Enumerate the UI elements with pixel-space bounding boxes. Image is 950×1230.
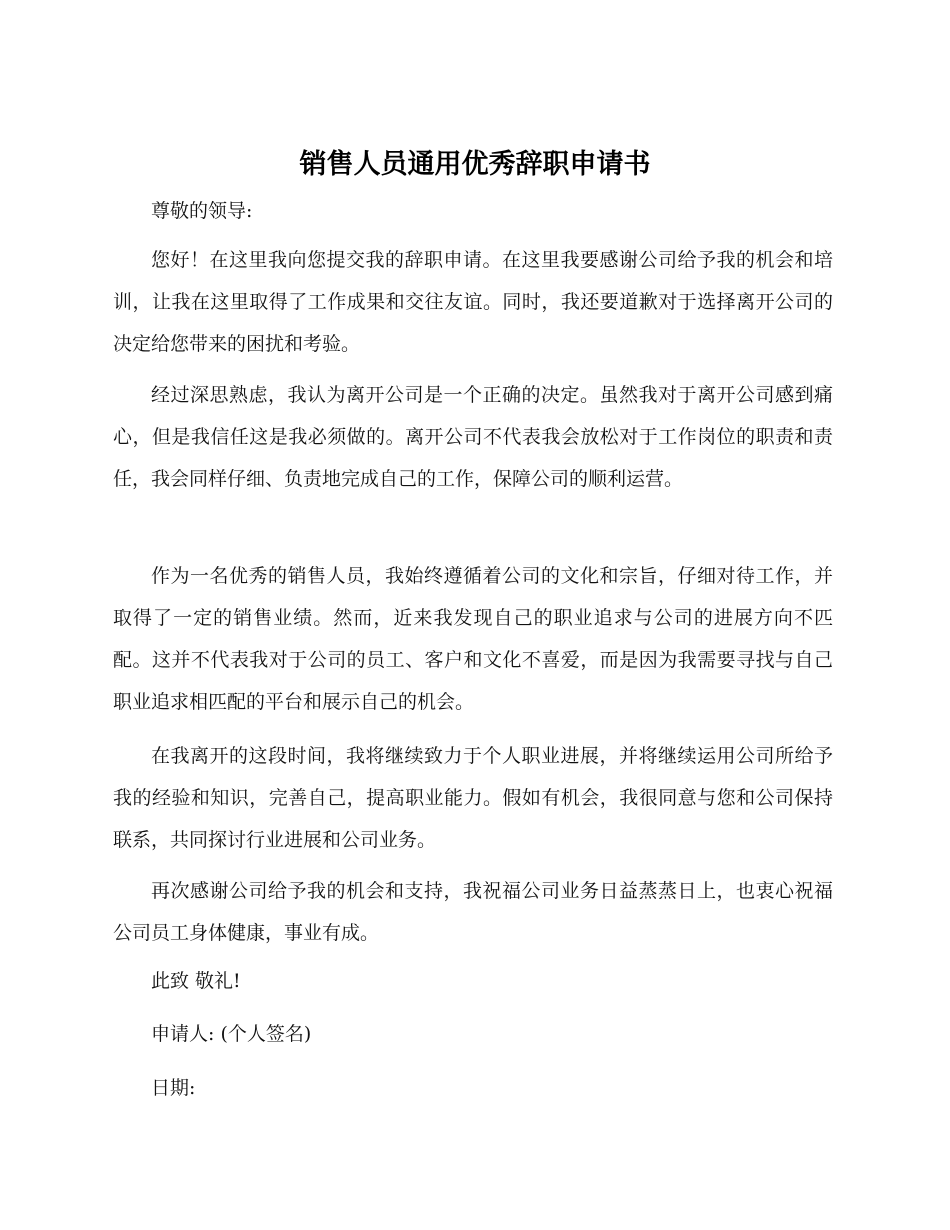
paragraph-5: 再次感谢公司给予我的机会和支持，我祝福公司业务日益蒸蒸日上，也衷心祝福公司员工身体健康，事业有成。 bbox=[113, 880, 833, 944]
applicant-signature-line: 申请人: (个人签名) bbox=[151, 1023, 312, 1045]
applicant-block bbox=[113, 1013, 833, 1055]
paragraph-4: 在我离开的这段时间，我将继续致力于个人职业进展，并将继续运用公司所给予我的经验和知识，完善自己，提高职业能力。假如有机会，我很同意与您和公司保持联系，共同探讨行业进展和公司业务。 bbox=[113, 745, 833, 851]
date-block bbox=[113, 1067, 833, 1109]
paragraph-block-4 bbox=[113, 735, 833, 861]
date-line: 日期: bbox=[151, 1077, 196, 1099]
paragraph-block-2 bbox=[113, 374, 833, 500]
document-title: 销售人员通用优秀辞职申请书 bbox=[299, 149, 651, 180]
paragraph-block-5 bbox=[113, 870, 833, 954]
closing-text: 此致 敬礼! bbox=[151, 970, 241, 992]
paragraph-1: 您好！在这里我向您提交我的辞职申请。在这里我要感谢公司给予我的机会和培训，让我在这里取得了工作成果和交往友谊。同时，我还要道歉对于选择离开公司的决定给您带来的困扰和考验。 bbox=[113, 249, 833, 355]
paragraph-block-3 bbox=[113, 555, 833, 723]
closing-block bbox=[113, 960, 833, 1002]
salutation-block bbox=[113, 190, 833, 232]
paragraph-block-1 bbox=[113, 239, 833, 365]
paragraph-3: 作为一名优秀的销售人员，我始终遵循着公司的文化和宗旨，仔细对待工作，并取得了一定的销售业绩。然而，近来我发现自己的职业追求与公司的进展方向不匹配。这并不代表我对于公司的员工、客户和文化不喜爱，而是因为我需要寻找与自己职业追求相匹配的平台和展示自己的机会。 bbox=[113, 565, 833, 713]
paragraph-2: 经过深思熟虑，我认为离开公司是一个正确的决定。虽然我对于离开公司感到痛心，但是我信任这是我必须做的。离开公司不代表我会放松对于工作岗位的职责和责任，我会同样仔细、负责地完成自己的工作，保障公司的顺利运营。 bbox=[113, 384, 833, 490]
salutation: 尊敬的领导: bbox=[151, 200, 253, 222]
